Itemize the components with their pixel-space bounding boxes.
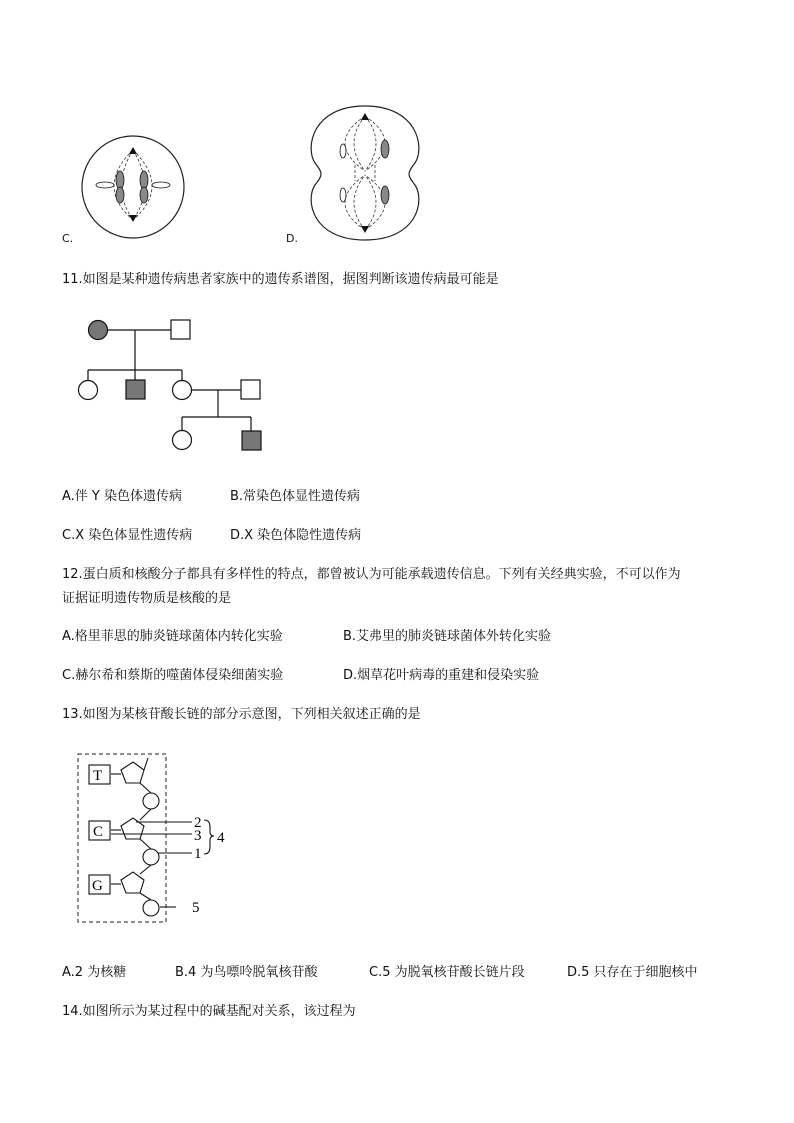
label-4: 4 [217,830,225,846]
label-2: 2 [194,815,202,831]
q12-option-c: C.赫尔希和蔡斯的噬菌体侵染细菌实验 [62,668,284,683]
question-12-stem-line1: 12.蛋白质和核酸分子都具有多样性的特点，都曾被认为可能承载遗传信息。下列有关经典实验，不可以作为 [62,567,681,582]
cell-division-figure-c [80,135,190,240]
cell-division-figure-d [303,103,428,243]
option-c-label: C. [62,232,74,245]
base-c-label: C [93,824,104,840]
pedigree-chart [78,318,263,458]
base-g-label: G [92,878,103,894]
q11-option-a: A.伴 Y 染色体遗传病 [62,489,183,504]
q11-option-c: C.X 染色体显性遗传病 [62,528,193,543]
question-13-stem: 13.如图为某核苷酸长链的部分示意图，下列相关叙述正确的是 [62,707,421,722]
q12-option-d: D.烟草花叶病毒的重建和侵染实验 [343,668,540,683]
question-12-stem-line2: 证据证明遗传物质是核酸的是 [62,591,232,606]
q13-option-d: D.5 只存在于细胞核中 [567,965,698,980]
label-5: 5 [192,900,200,916]
q11-option-b: B.常染色体显性遗传病 [230,489,361,504]
question-14-stem: 14.如图所示为某过程中的碱基配对关系，该过程为 [62,1004,356,1019]
q13-option-a: A.2 为核糖 [62,965,127,980]
label-1: 1 [194,846,202,862]
option-d-label: D. [286,232,298,245]
label-3: 3 [194,828,202,844]
q13-option-b: B.4 为鸟嘌呤脱氧核苷酸 [175,965,318,980]
q11-option-d: D.X 染色体隐性遗传病 [230,528,362,543]
base-t-label: T [93,768,103,784]
q12-option-b: B.艾弗里的肺炎链球菌体外转化实验 [343,629,552,644]
nucleotide-chain-diagram [76,752,236,927]
q13-option-c: C.5 为脱氧核苷酸长链片段 [369,965,525,980]
q12-option-a: A.格里菲思的肺炎链球菌体内转化实验 [62,629,283,644]
question-11-stem: 11.如图是某种遗传病患者家族中的遗传系谱图，据图判断该遗传病最可能是 [62,272,499,287]
